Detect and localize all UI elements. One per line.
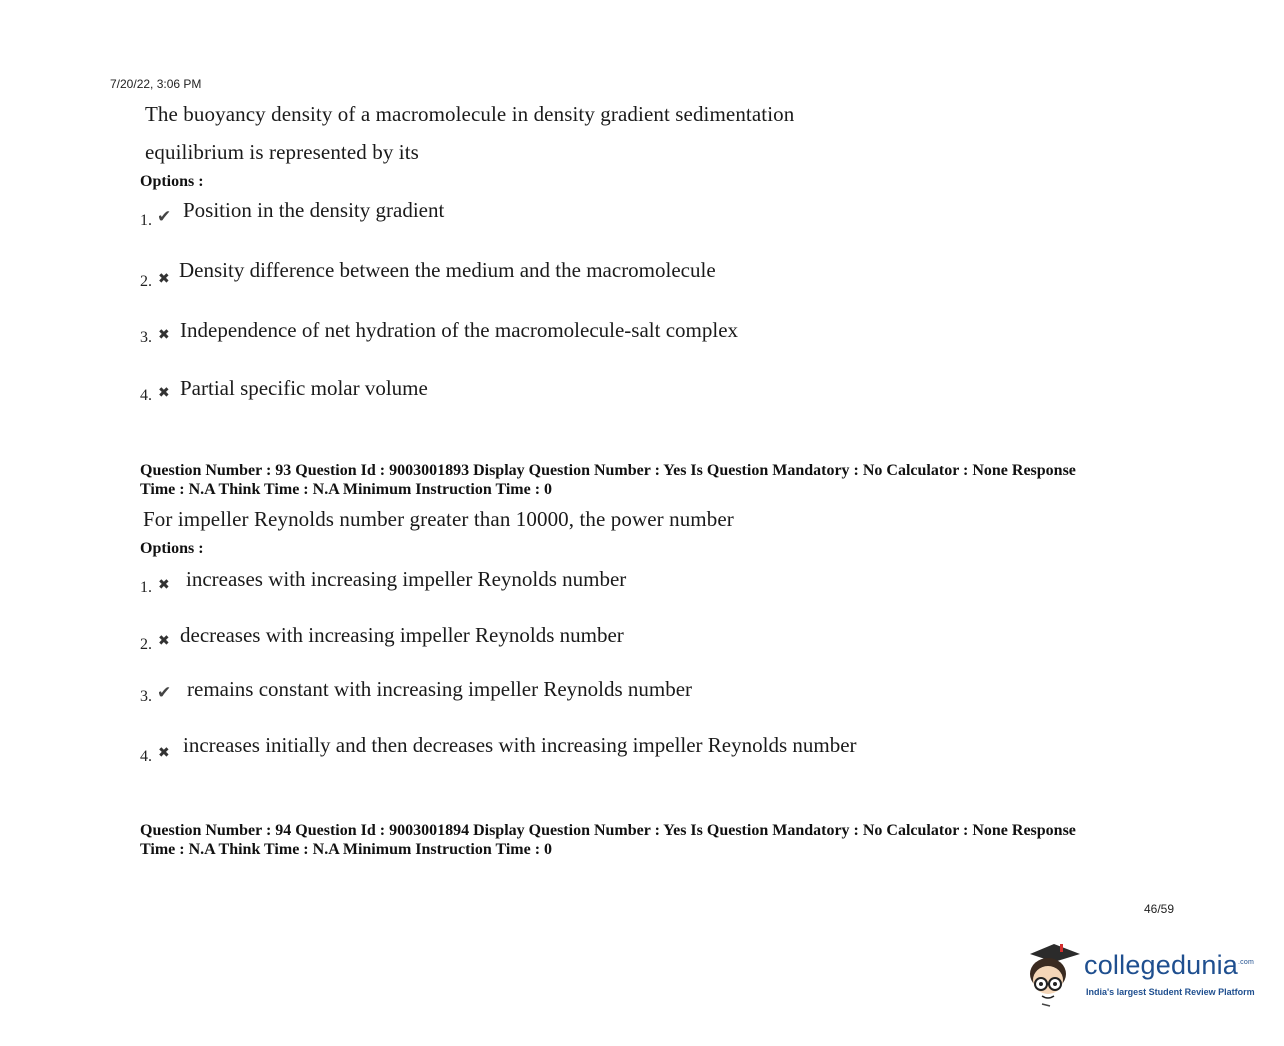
correct-check-icon: ✔	[157, 207, 172, 226]
option-number: 3.	[140, 329, 152, 346]
option-number: 2.	[140, 636, 152, 653]
logo-tld: .com	[1238, 959, 1255, 966]
option-text: Partial specific molar volume	[180, 376, 428, 400]
wrong-cross-icon: ✖	[158, 634, 170, 649]
question-text: For impeller Reynolds number greater than 10000, the power number	[143, 507, 734, 531]
question-text-line-1: The buoyancy density of a macromolecule in density gradient sedimentation	[145, 102, 795, 126]
wrong-cross-icon: ✖	[158, 746, 170, 761]
option-text: Position in the density gradient	[183, 198, 445, 222]
question-meta-line-2: Time : N.A Think Time : N.A Minimum Instruction Time : 0	[140, 841, 553, 858]
wrong-cross-icon: ✖	[158, 328, 170, 343]
option-text: increases with increasing impeller Reynolds number	[186, 567, 627, 591]
correct-check-icon: ✔	[157, 683, 172, 702]
question-meta-line-1: Question Number : 94 Question Id : 9003001894 Display Question Number : Yes Is Question Mandatory : No Calculator : None Response	[140, 822, 1076, 839]
option-text: increases initially and then decreases with increasing impeller Reynolds number	[183, 733, 857, 757]
option-number: 4.	[140, 387, 152, 404]
options-label: Options :	[140, 173, 204, 190]
option-number: 3.	[140, 688, 152, 705]
option-text: decreases with increasing impeller Reynolds number	[180, 623, 624, 647]
mascot-icon	[1024, 940, 1084, 1008]
page-number: 46/59	[1143, 902, 1174, 916]
option-text: Independence of net hydration of the macromolecule-salt complex	[180, 318, 739, 342]
option-number: 2.	[140, 273, 152, 290]
option-number: 1.	[140, 579, 152, 596]
logo-wordmark	[1084, 950, 1254, 981]
wrong-cross-icon: ✖	[158, 578, 170, 593]
options-label: Options :	[140, 540, 204, 557]
logo-text: collegedunia	[1084, 950, 1239, 980]
question-meta-line-1: Question Number : 93 Question Id : 9003001893 Display Question Number : Yes Is Question Mandatory : No Calculator : None Response	[140, 462, 1076, 479]
logo-tagline: India's largest Student Review Platform	[1086, 987, 1255, 997]
wrong-cross-icon: ✖	[158, 386, 170, 401]
question-meta-line-2: Time : N.A Think Time : N.A Minimum Instruction Time : 0	[140, 481, 553, 498]
option-number: 1.	[140, 212, 152, 229]
question-text-line-2: equilibrium is represented by its	[145, 140, 419, 164]
option-number: 4.	[140, 748, 152, 765]
option-text: remains constant with increasing impeller Reynolds number	[187, 677, 693, 701]
wrong-cross-icon: ✖	[158, 272, 170, 287]
timestamp: 7/20/22, 3:06 PM	[110, 77, 202, 91]
option-text: Density difference between the medium and the macromolecule	[179, 258, 716, 282]
